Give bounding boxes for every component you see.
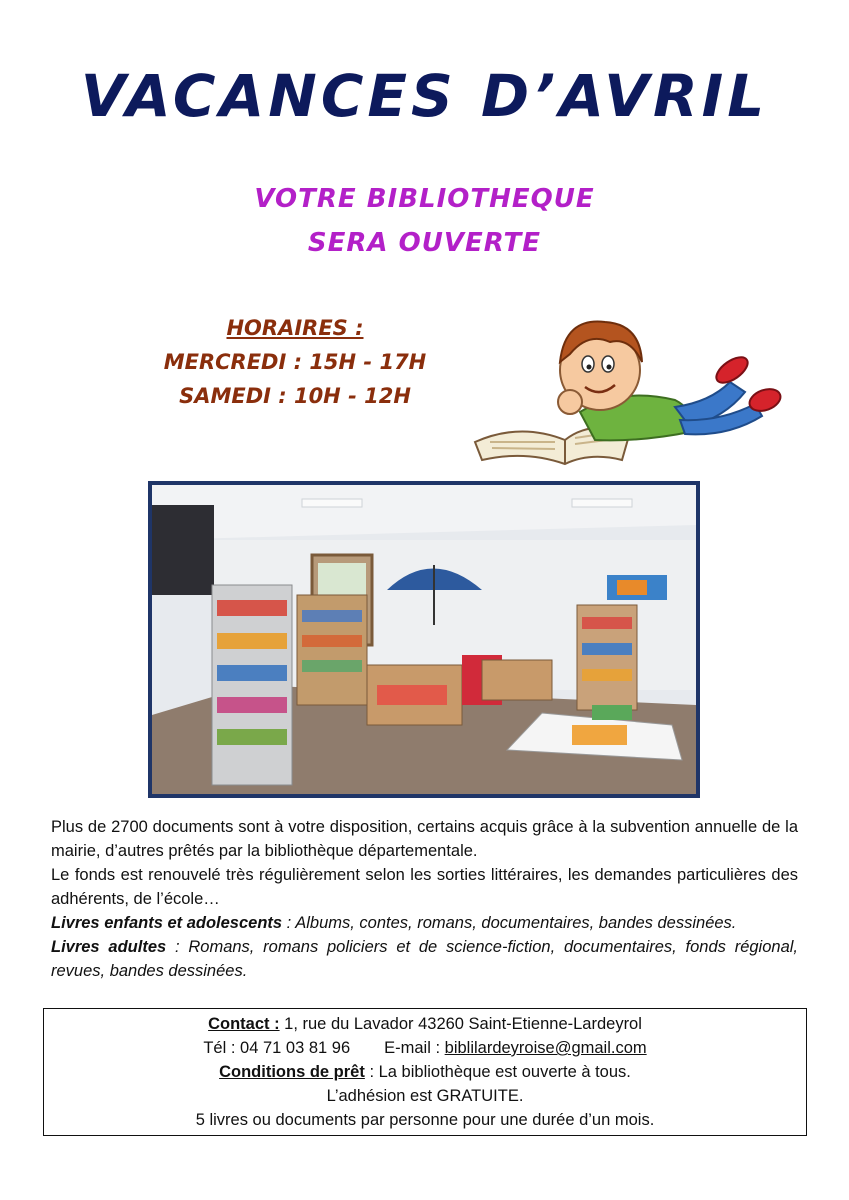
opening-hours [150,311,440,413]
description-paragraph-1: Plus de 2700 documents sont à votre disposition, certains acquis grâce à la subvention annuelle de la mairie, d’autres prêtés par la bibliothèque départementale. [51,818,798,860]
page-title: VACANCES D’AVRIL [80,62,769,130]
hours-label: HORAIRES : [226,316,364,340]
adult-books-line [51,935,798,983]
email-label: E-mail : [384,1039,441,1057]
conditions-label: Conditions de prêt [219,1063,365,1081]
contact-phone-email-line [44,1036,806,1060]
description-paragraph-2: Le fonds est renouvelé très régulièrement selon les sorties littéraires, les demandes particulières des adhérents, de l’école… [51,866,798,908]
conditions-line [44,1060,806,1084]
subtitle-line-1: VOTRE BIBLIOTHEQUE [254,184,595,214]
boy-reading-book-illustration [470,292,790,472]
kids-books-label: Livres enfants et adolescents [51,914,283,932]
adult-books-text: : Romans, romans policiers et de science-fiction, documentaires, fonds régional, revues, bandes dessinées. [51,938,799,980]
contact-box [43,1008,807,1136]
library-description [51,815,798,983]
kids-books-text: : Albums, contes, romans, documentaires, bandes dessinées. [282,914,737,932]
adult-books-label: Livres adultes [51,938,167,956]
library-room-photo [148,481,700,798]
conditions-text: : La bibliothèque est ouverte à tous. [364,1063,631,1081]
loan-rule-line: 5 livres ou documents par personne pour une durée d’un mois. [195,1111,655,1129]
kids-books-line [51,911,798,935]
contact-label: Contact : [208,1015,280,1033]
hours-line-wednesday: MERCREDI : 15H - 17H [163,350,427,374]
contact-address-line [44,1012,806,1036]
contact-phone: Tél : 04 71 03 81 96 [203,1039,351,1057]
subtitle-line-2: SERA OUVERTE [307,228,542,258]
contact-address: 1, rue du Lavador 43260 Saint-Etienne-Lardeyrol [279,1015,642,1033]
email-link[interactable]: biblilardeyroise@gmail.com [444,1039,647,1057]
hours-line-saturday: SAMEDI : 10H - 12H [179,384,411,408]
membership-line: L’adhésion est GRATUITE. [326,1087,524,1105]
